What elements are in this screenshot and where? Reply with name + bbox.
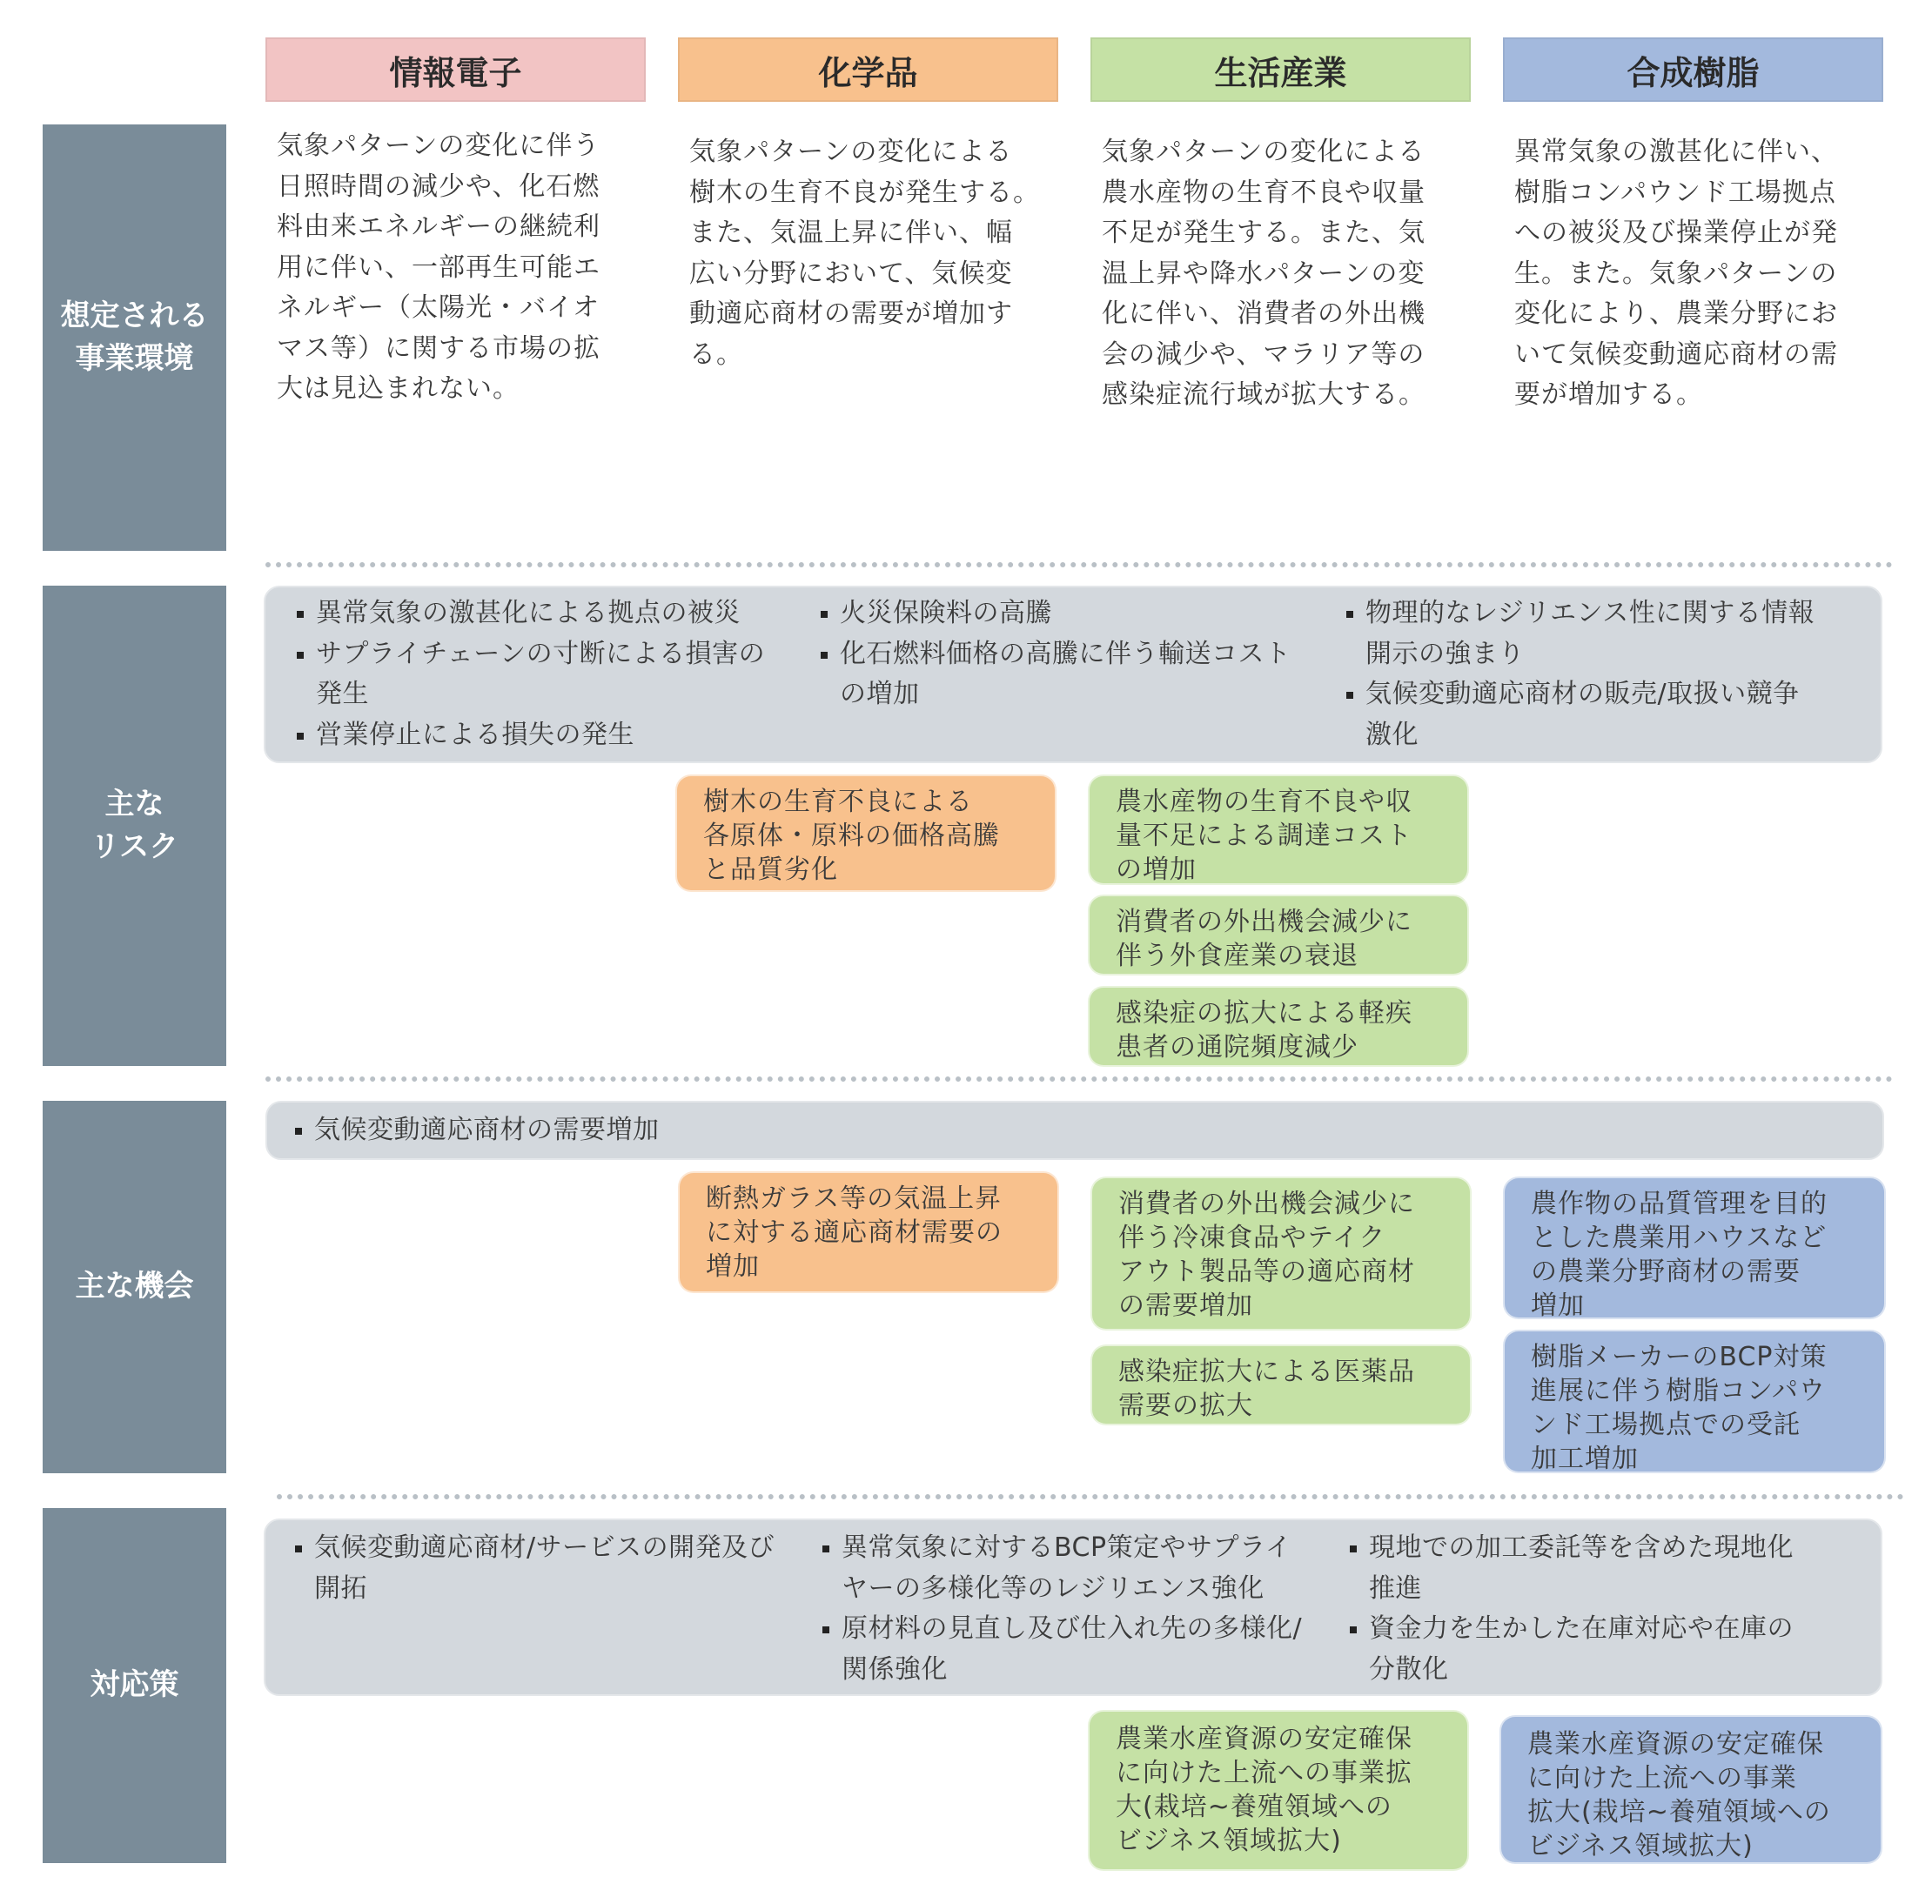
list-item: 気候変動適応商材の需要増加: [290, 1110, 1073, 1151]
opportunity-life-box: 消費者の外出機会減少に 伴う冷凍食品やテイク アウト製品等の適応商材 の需要増加: [1090, 1177, 1472, 1331]
risks-common-list: [1341, 593, 1863, 755]
dotted-divider: [277, 1494, 1904, 1499]
list-item: サプライチェーンの寸断による損害の 発生: [292, 634, 796, 715]
list-item: 物理的なレジリエンス性に関する情報 開示の強まり: [1341, 593, 1863, 674]
row-label-measures: 対応策: [43, 1508, 226, 1863]
measures-common-list: [817, 1528, 1339, 1690]
list-item: 化石燃料価格の高騰に伴う輸送コスト の増加: [815, 634, 1320, 715]
header-life-industry: 生活産業: [1090, 37, 1471, 102]
list-item: 原材料の見直し及び仕入れ先の多様化/ 関係強化: [817, 1609, 1339, 1690]
opportunity-life-box: 感染症拡大による医薬品 需要の拡大: [1090, 1344, 1472, 1425]
measures-common-list: [290, 1528, 812, 1609]
dotted-divider: [265, 562, 1893, 567]
row-label-main-risks: 主な リスク: [43, 586, 226, 1066]
list-item: 火災保険料の高騰: [815, 593, 1320, 634]
environment-info-electronics: 気象パターンの変化に伴う 日照時間の減少や、化石燃 料由来エネルギーの継続利 用に伴い、一部再生可能エ ネルギー（太陽光・バイオ マス等）に関する市場の拡 大は見込まれない。: [277, 131, 600, 404]
opportunity-resin-box: 樹脂メーカーのBCP対策 進展に伴う樹脂コンパウ ンド工場拠点での受託 加工増加: [1503, 1330, 1886, 1473]
environment-chemicals: 気象パターンの変化による 樹木の生育不良が発生する。 また、気温上昇に伴い、幅 広い分野において、気候変 動適応商材の需要が増加す る。: [689, 137, 1040, 370]
opportunity-resin-box: 農作物の品質管理を目的 とした農業用ハウスなど の農業分野商材の需要 増加: [1503, 1177, 1886, 1319]
list-item: 気候変動適応商材/サービスの開発及び 開拓: [290, 1528, 812, 1609]
measure-resin-box: 農業水産資源の安定確保 に向けた上流への事業 拡大(栽培~養殖領域への ビジネス領域拡大): [1499, 1715, 1882, 1864]
measure-life-box: 農業水産資源の安定確保 に向けた上流への事業拡 大(栽培~養殖領域への ビジネス領域拡大): [1088, 1710, 1469, 1871]
risk-life-box: 消費者の外出機会減少に 伴う外食産業の衰退: [1088, 895, 1469, 975]
list-item: 営業停止による損失の発生: [292, 715, 796, 756]
list-item: 異常気象の激甚化による拠点の被災: [292, 593, 796, 634]
header-synthetic-resin: 合成樹脂: [1503, 37, 1883, 102]
risk-chemicals-box: 樹木の生育不良による 各原体・原料の価格高騰 と品質劣化: [675, 774, 1057, 892]
environment-life-industry: 気象パターンの変化による 農水産物の生育不良や収量 不足が発生する。また、気 温上昇や降水パターンの変 化に伴い、消費者の外出機 会の減少や、マラリア等の 感染症流行域が拡大する。: [1102, 137, 1426, 410]
list-item: 気候変動適応商材の販売/取扱い競争 激化: [1341, 674, 1863, 755]
row-label-business-environment: 想定される 事業環境: [43, 124, 226, 551]
risk-life-box: 農水産物の生育不良や収 量不足による調達コスト の増加: [1088, 774, 1469, 885]
dotted-divider: [265, 1076, 1893, 1082]
opportunity-chemicals-box: 断熱ガラス等の気温上昇 に対する適応商材需要の 増加: [678, 1171, 1059, 1293]
list-item: 資金力を生かした在庫対応や在庫の 分散化: [1345, 1609, 1867, 1690]
risks-common-list: [292, 593, 796, 755]
risk-life-box: 感染症の拡大による軽疾 患者の通院頻度減少: [1088, 986, 1469, 1067]
list-item: 異常気象に対するBCP策定やサプライ ヤーの多様化等のレジリエンス強化: [817, 1528, 1339, 1609]
opportunities-common-list: [290, 1110, 1073, 1151]
risks-common-list: [815, 593, 1320, 715]
row-label-main-opportunities: 主な機会: [43, 1101, 226, 1473]
header-info-electronics: 情報電子: [265, 37, 646, 102]
list-item: 現地での加工委託等を含めた現地化 推進: [1345, 1528, 1867, 1609]
measures-common-list: [1345, 1528, 1867, 1690]
environment-synthetic-resin: 異常気象の激甚化に伴い、 樹脂コンパウンド工場拠点 への被災及び操業停止が発 生。また。気象パターンの 変化により、農業分野にお いて気候変動適応商材の需 要が増加する。: [1514, 137, 1838, 410]
header-chemicals: 化学品: [678, 37, 1058, 102]
